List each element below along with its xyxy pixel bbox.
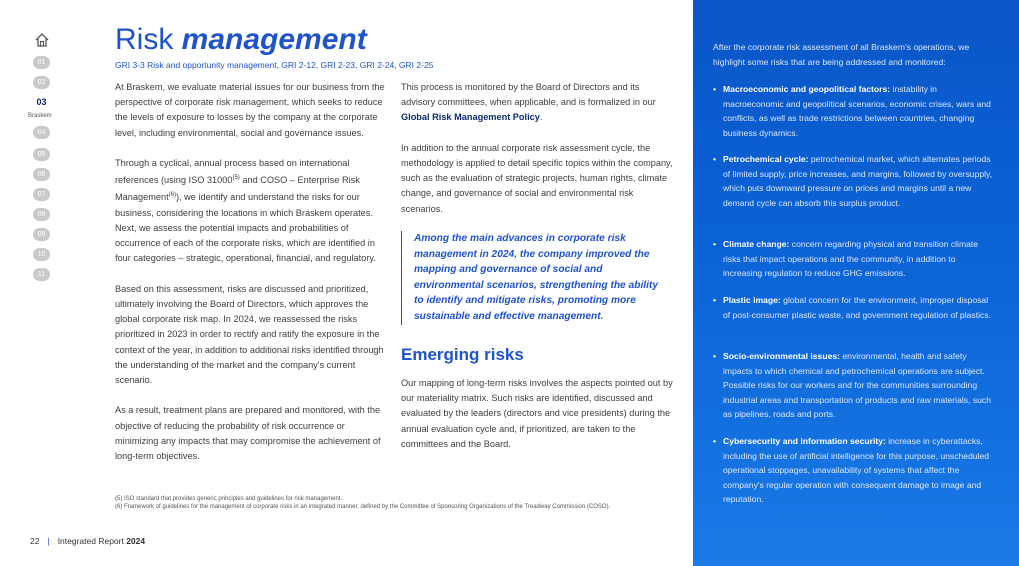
nav-item-02[interactable]: 02 xyxy=(33,76,50,89)
paragraph: Based on this assessment, risks are discussed and prioritized, ultimately involving the Board of Directors, which approves the global corporate risk map. In 2024, we reassessed the risks prioritized in 2023 in order to rectify and ratify the exposure in the context of the year, in addition to additional risks identified through the understanding of the market and the company's current scenario. xyxy=(115,283,384,385)
home-icon[interactable] xyxy=(34,32,50,48)
pull-quote: Among the main advances in corporate risk management in 2024, the company improved the mapping and governance of social and environmental scenarios, strengthening the ability to identify and mitigate risks, promoting more sustainable and effective management. xyxy=(401,231,666,325)
page-title-light: Risk xyxy=(115,23,182,56)
nav-item-05[interactable]: 05 xyxy=(33,148,50,161)
nav-active-label: Braskem xyxy=(28,113,52,119)
footnote-5: (5) ISO standard that provides generic principles and guidelines for risk management. xyxy=(115,496,343,502)
report-name: Integrated Report xyxy=(57,536,127,546)
footnote-6: (6) Framework of guidelines for the management of corporate risks in an integrated manner, defined by the Committee of Sponsoring Organizations of the Treadway Commission (COSO). xyxy=(115,504,611,511)
paragraph: In addition to the annual corporate risk assessment cycle, the methodology is applied to detail specific topics within the company, such as the evaluation of strategic projects, human rights, climate change, and governance of social and environmental risk scenarios. xyxy=(401,142,673,214)
paragraph: At Braskem, we evaluate material issues for our business from the perspective of corporate risk management, which seeks to reduce the levels of exposure to losses by the company at the corporate level, including environmental, social and governance issues. xyxy=(115,82,385,138)
nav-item-08[interactable]: 08 xyxy=(33,208,50,221)
panel-intro: After the corporate risk assessment of all Braskem's operations, we highlight some risks that are being addressed and monitored: xyxy=(713,42,970,67)
nav-item-11[interactable]: 11 xyxy=(33,268,50,281)
page-number: 22 xyxy=(30,536,40,546)
body-column-2 xyxy=(401,80,673,232)
risk-item: • Petrochemical cycle: petrochemical market, which alternates periods of limited supply, price increases, and margins, followed by oversupply, which puts downward pressure on prices and margins until a new demand cycle can absorb this surplus product. xyxy=(713,152,993,210)
policy-link[interactable]: Global Risk Management Policy xyxy=(401,112,540,123)
nav-item-07[interactable]: 07 xyxy=(33,188,50,201)
report-year: 2024 xyxy=(126,536,146,546)
risk-item: • Macroeconomic and geopolitical factors: instability in macroeconomic and geopolitical scenarios, economic crises, wars and conflicts, as well as trade restrictions between countries, changing business dynamics. xyxy=(713,82,993,140)
risk-item: • Socio-environmental issues: environmental, health and safety impacts to which chemical and petrochemical operations are subject. Possible risks for our workers and for the communities surrounding industrial areas and transportation of products and raw materials, such as pipelines, roads and ports. xyxy=(713,349,993,422)
nav-item-03[interactable]: 03 xyxy=(36,97,47,107)
nav-item-10[interactable]: 10 xyxy=(33,248,50,261)
page-footer xyxy=(30,536,145,546)
risk-item: • Climate change: concern regarding physical and transition climate risks that impact operations and the community, in addition to increasing regulation to reduce GHG emissions. xyxy=(713,237,993,281)
paragraph: Through a cyclical, annual process based on international references (using ISO 31000$^{(5)}$ and COSO – Enterprise Risk Management$^{(6)}$), we identify and understand the risks for our business, considering the locations in which Braskem operates. Next, we assess the potential impacts and probabilities of occurrence of each of the corporate risks, which are identified in four categories – strategic, operational, financial, and regulatory. xyxy=(115,158,376,264)
body-column-1 xyxy=(115,80,385,479)
risk-item: • Cybersecurity and information security: increase in cyberattacks, including the use of artificial intelligence for this purpose, unscheduled operational stoppages, unavailability of systems that affect the company's regular operation with consequent damage to image and reputation. xyxy=(713,434,993,507)
nav-item-09[interactable]: 09 xyxy=(33,228,50,241)
nav-item-06[interactable]: 06 xyxy=(33,168,50,181)
paragraph: As a result, treatment plans are prepared and monitored, with the objective of reducing the probability of risk occurrence or minimizing any impacts that may compromise the achievement of long-term objectives. xyxy=(115,405,381,461)
nav-item-04[interactable]: 04 xyxy=(33,126,50,139)
section-heading-emerging-risks: Emerging risks xyxy=(401,345,524,364)
emerging-risks-text: Our mapping of long-term risks involves the aspects pointed out by our materiality matrix. Such risks are identified, discussed and evaluated by the leaders (directors and vice presidents) during the annual evaluation cycle and, if prioritized, are taken to the committees and the Board. xyxy=(401,378,673,449)
page-title-bold: management xyxy=(181,23,367,56)
footer-separator: | xyxy=(47,536,50,546)
footnotes xyxy=(115,495,675,511)
nav-item-01[interactable]: 01 xyxy=(33,56,50,69)
paragraph: This process is monitored by the Board of Directors and its advisory committees, when applicable, and is formalized in our Global Risk Management Policy. xyxy=(401,82,656,123)
risk-item: • Plastic image: global concern for the environment, improper disposal of post-consumer plastic waste, and government regulation of plastics. xyxy=(713,293,993,322)
page-title xyxy=(115,23,367,57)
gri-references: GRI 3-3 Risk and opportunity management, GRI 2-12, GRI 2-23, GRI 2-24, GRI 2-25 xyxy=(115,60,434,70)
